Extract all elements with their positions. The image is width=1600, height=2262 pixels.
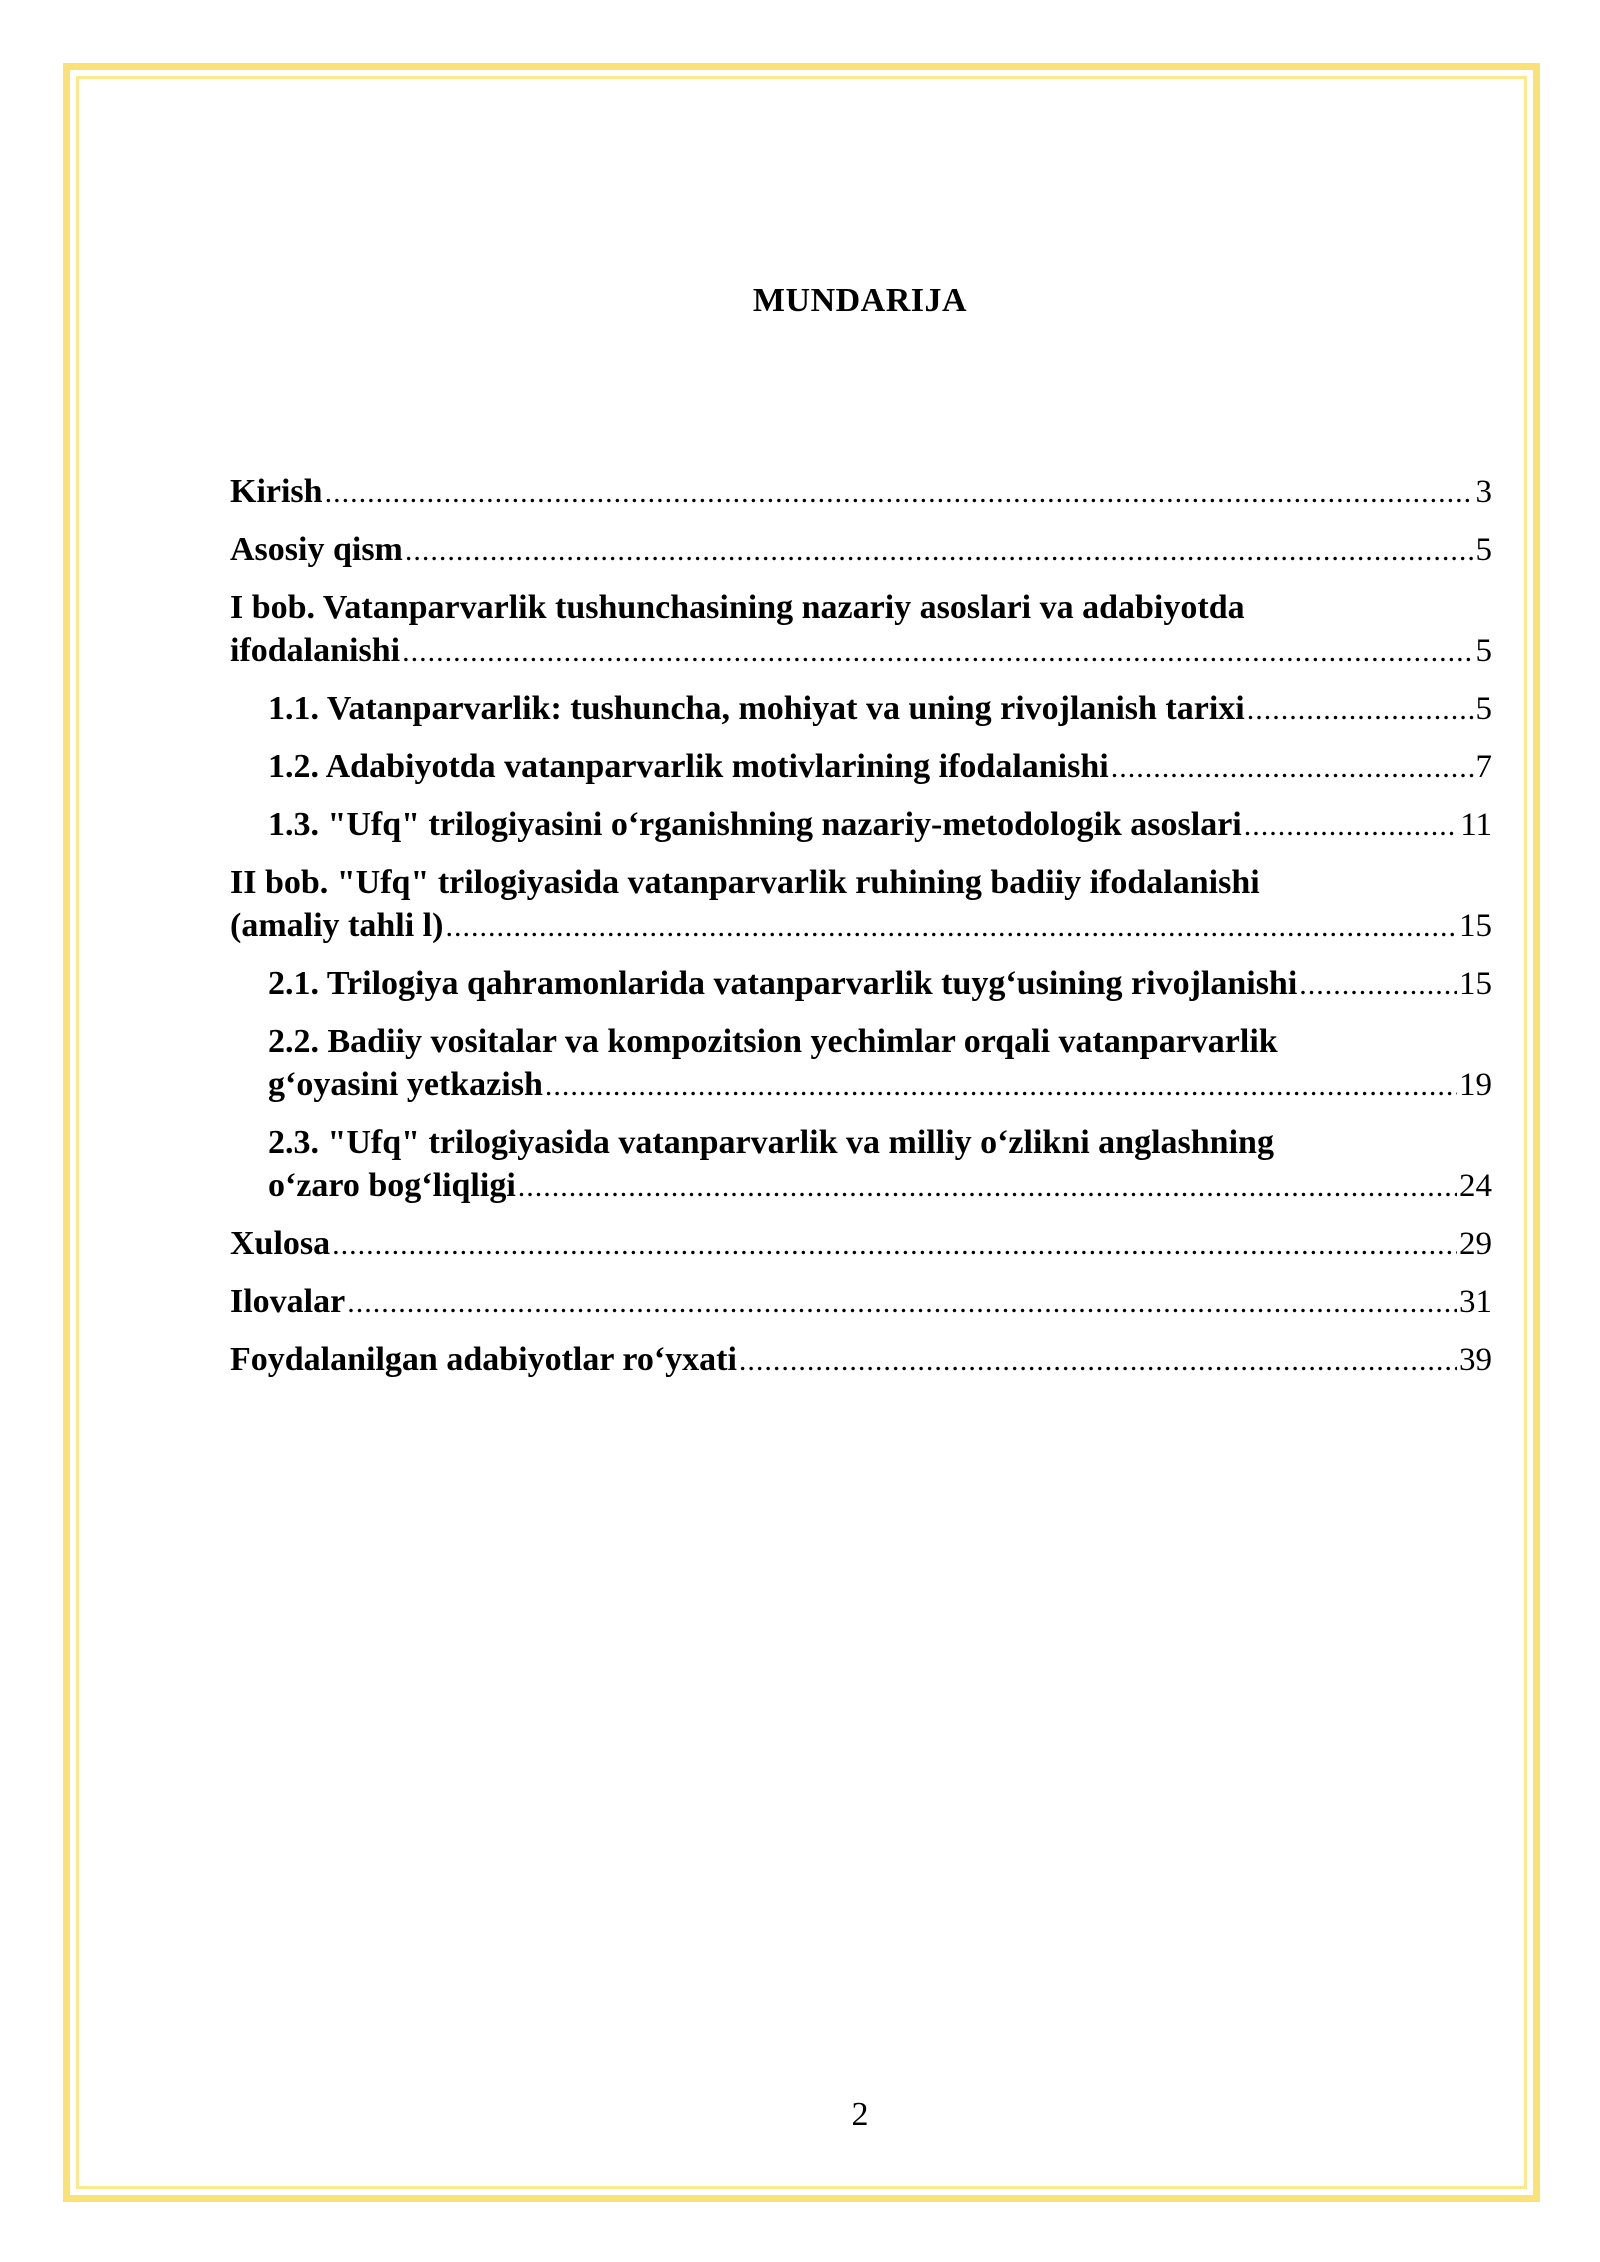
toc-page-number: 5	[1475, 691, 1492, 727]
toc-page-number: 39	[1459, 1342, 1492, 1378]
toc-leader-dots	[1111, 746, 1474, 789]
toc-entry-text: Foydalanilgan adabiyotlar ro‘yxati	[230, 1341, 737, 1378]
toc-entry-asosiy-qism	[230, 528, 1492, 572]
toc-entry-text-line2: g‘oyasini yetkazish	[268, 1066, 543, 1103]
toc-entry-text-line2: ifodalanishi	[230, 632, 401, 669]
toc-entry-text: 1.3. "Ufq" trilogiyasini o‘rganishning nazariy-metodologik asoslari	[268, 806, 1242, 843]
toc-page-number: 7	[1475, 749, 1492, 785]
toc-page-number: 11	[1460, 807, 1492, 843]
toc-entry-section-1-1	[268, 687, 1492, 731]
toc-leader-dots	[739, 1339, 1457, 1382]
page-number: 2	[851, 2096, 869, 2133]
toc-entry-ilovalar	[230, 1280, 1492, 1324]
toc-entry-text: Asosiy qism	[230, 531, 403, 568]
toc-leader-dots	[402, 630, 1473, 673]
toc-leader-dots	[347, 1281, 1457, 1324]
toc-entry-text-line1: II bob. "Ufq" trilogiyasida vatanparvarlik ruhining badiiy ifodalanishi	[230, 864, 1260, 901]
toc-entry-section-2-2	[268, 1020, 1492, 1107]
toc-page-number: 3	[1475, 474, 1492, 510]
toc-entry-text: Xulosa	[230, 1225, 331, 1262]
toc-leader-dots	[405, 529, 1474, 572]
toc-entry-chapter-1	[230, 586, 1492, 673]
toc-page-number: 31	[1459, 1284, 1492, 1320]
toc-entry-text-line1: 2.2. Badiiy vositalar va kompozitsion yechimlar orqali vatanparvarlik	[268, 1023, 1278, 1060]
toc-entry-text: Ilovalar	[230, 1283, 346, 1320]
toc-page-number: 29	[1459, 1226, 1492, 1262]
toc-leader-dots	[1244, 804, 1458, 847]
toc-page-number: 15	[1459, 908, 1492, 944]
toc-leader-dots	[325, 471, 1474, 514]
toc-entry-text: 1.2. Adabiyotda vatanparvarlik motivlarining ifodalanishi	[268, 748, 1109, 785]
toc-entry-chapter-2	[230, 861, 1492, 948]
toc-page-number: 15	[1459, 966, 1492, 1002]
toc-entry-adabiyotlar	[230, 1338, 1492, 1382]
toc-leader-dots	[518, 1165, 1457, 1208]
toc-entry-section-2-3	[268, 1121, 1492, 1208]
toc-entry-section-1-2	[268, 745, 1492, 789]
toc-page-number: 19	[1459, 1067, 1492, 1103]
toc-leader-dots	[332, 1223, 1457, 1266]
toc-entry-kirish	[230, 470, 1492, 514]
toc-leader-dots	[545, 1064, 1457, 1107]
toc-entry-text-line1: 2.3. "Ufq" trilogiyasida vatanparvarlik va milliy o‘zlikni anglashning	[268, 1124, 1274, 1161]
toc-entry-section-1-3	[268, 803, 1492, 847]
toc-page-number: 24	[1459, 1168, 1492, 1204]
table-of-contents	[230, 470, 1492, 1382]
page-title: MUNDARIJA	[752, 282, 968, 319]
toc-leader-dots	[1299, 963, 1457, 1006]
toc-page-number: 5	[1475, 633, 1492, 669]
toc-entry-text-line1: I bob. Vatanparvarlik tushunchasining nazariy asoslari va adabiyotda	[230, 589, 1245, 626]
toc-entry-xulosa	[230, 1222, 1492, 1266]
toc-leader-dots	[1247, 688, 1474, 731]
toc-entry-text: 1.1. Vatanparvarlik: tushuncha, mohiyat va uning rivojlanish tarixi	[268, 690, 1245, 727]
toc-entry-text-line2: o‘zaro bog‘liqligi	[268, 1167, 516, 1204]
toc-entry-text-line2: (amaliy tahli l)	[230, 907, 444, 944]
toc-entry-section-2-1	[268, 962, 1492, 1006]
toc-entry-text: Kirish	[230, 473, 323, 510]
toc-page-number: 5	[1475, 532, 1492, 568]
toc-entry-text: 2.1. Trilogiya qahramonlarida vatanparvarlik tuyg‘usining rivojlanishi	[268, 965, 1298, 1002]
toc-leader-dots	[445, 905, 1457, 948]
